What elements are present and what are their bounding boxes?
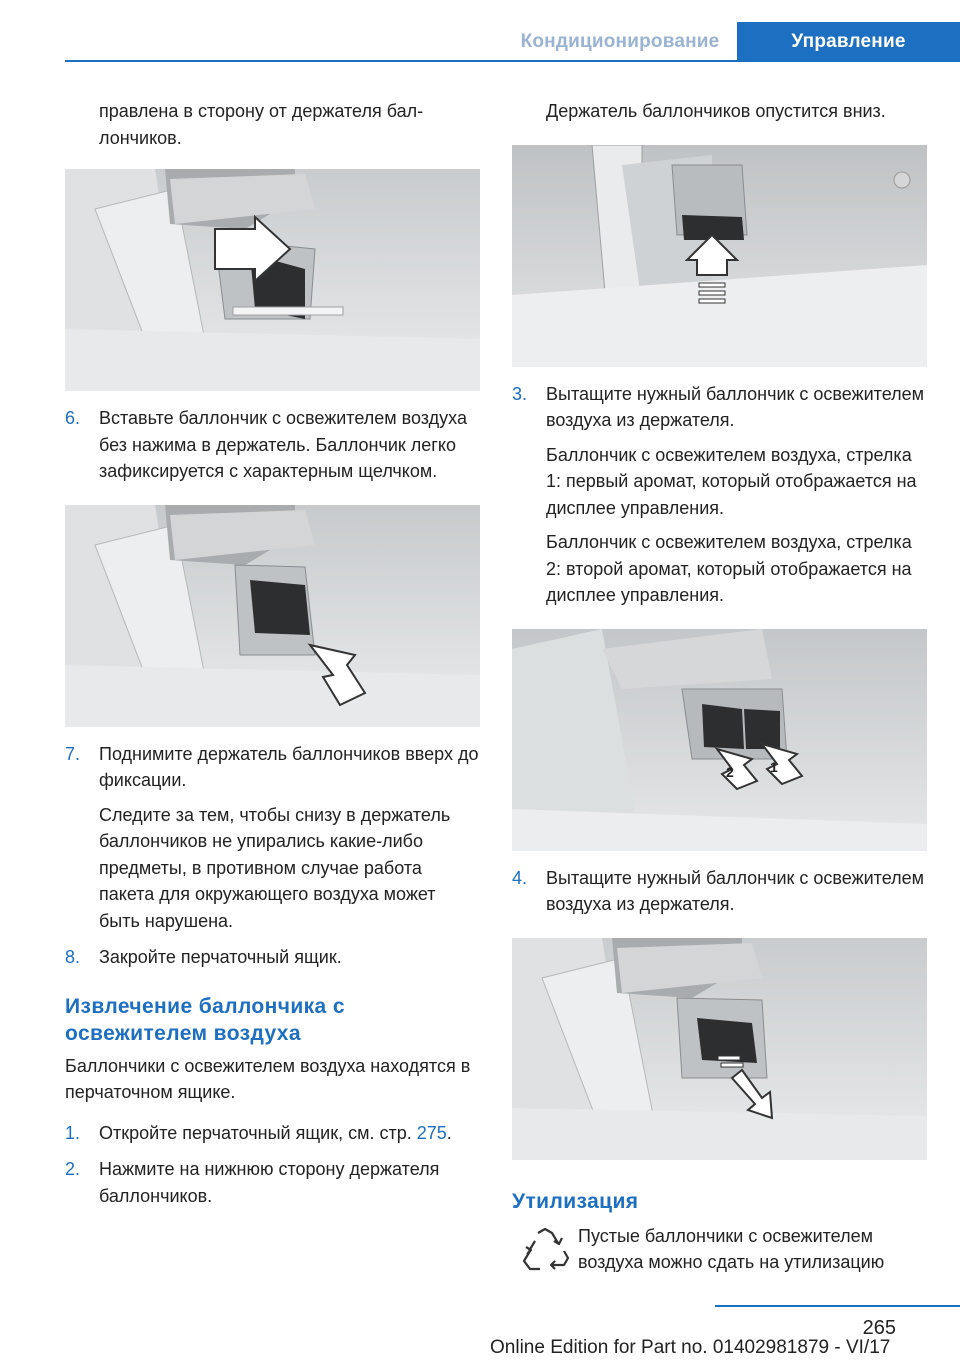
page-reference-link[interactable]: 275 [416, 1122, 447, 1143]
recycle-text: Пустые баллончики с освежителем воздуха можно сдать на утилизацию [578, 1225, 885, 1272]
step-text: Вытащите нужный баллончик с освежителем воздуха из держателя. [546, 867, 925, 914]
step-text-before: Откройте перчаточный ящик, см. стр. [99, 1122, 412, 1143]
step-text: Вытащите нужный баллончик с освежителем воздуха из держателя. [546, 383, 925, 430]
step-number: 4. [512, 867, 528, 888]
step-1 [65, 1120, 480, 1147]
step-7 [65, 741, 480, 794]
online-edition-note: Online Edition for Part no. 01402981879 - VI/17 [490, 1337, 891, 1358]
step-number: 7. [65, 743, 81, 764]
step-number: 6. [65, 408, 81, 428]
right-intro: Держатель баллончиков опустится вниз. [546, 101, 886, 121]
right-column [512, 98, 927, 1277]
section-title-remove: Извлечение баллончика с освежителем воздуха [65, 994, 345, 1045]
recycle-block [512, 1223, 927, 1277]
photo-holder-lowered [512, 145, 927, 367]
step-3-note-1: Баллончик с освежителем воздуха, стрелка 1: первый аромат, который отображается на дисплее управления. [546, 444, 917, 518]
recycle-icon [512, 1223, 578, 1277]
step-6 [65, 405, 480, 485]
left-intro: правлена в сторону от держателя баллончиков. [99, 101, 424, 148]
step-3 [512, 381, 927, 434]
step-text: Вставьте баллончик с освежителем воздуха без нажима в держатель. Баллончик легко зафиксируется с характерным щелчком. [99, 408, 467, 481]
step-text [99, 1120, 480, 1147]
arrow-label-2: 2 [726, 763, 734, 780]
arrow-label-1: 1 [770, 758, 778, 775]
step-number: 1. [65, 1122, 81, 1143]
step-3-note-2: Баллончик с освежителем воздуха, стрелка 2: второй аромат, который отображается на дисплее управления. [546, 532, 912, 605]
header-tab-air-conditioning[interactable]: Кондиционирование [520, 31, 720, 52]
step-2 [65, 1156, 480, 1209]
step-text: Нажмите на нижнюю сторону держателя баллончиков. [99, 1159, 440, 1206]
section-intro: Баллончики с освежителем воздуха находятся в перчаточном ящике. [65, 1055, 471, 1102]
photo-two-canisters [512, 629, 927, 851]
step-number: 2. [65, 1159, 81, 1179]
step-4 [512, 865, 927, 918]
header-rule [65, 60, 960, 62]
header-tab-controls[interactable]: Управление [737, 22, 960, 62]
step-7-note: Следите за тем, чтобы снизу в держатель баллончиков не упирались какие-либо предметы, в противном случае работа пакета для окружающего воздуха может быть нарушена. [99, 804, 451, 931]
photo-pull-out-canister [512, 938, 927, 1160]
step-number: 3. [512, 383, 528, 404]
step-text: Поднимите держатель баллончиков вверх до фиксации. [99, 743, 479, 790]
step-number: 8. [65, 947, 81, 967]
step-text-after: . [446, 1122, 452, 1143]
footer-rule [715, 1305, 960, 1307]
step-8 [65, 944, 480, 971]
photo-insert-canister [65, 169, 480, 391]
step-text: Закройте перчаточный ящик. [99, 947, 342, 967]
page-number: 265 [862, 1317, 896, 1339]
section-title-disposal: Утилизация [512, 1189, 639, 1213]
left-column [65, 98, 480, 1209]
photo-canister-clicked [65, 505, 480, 727]
